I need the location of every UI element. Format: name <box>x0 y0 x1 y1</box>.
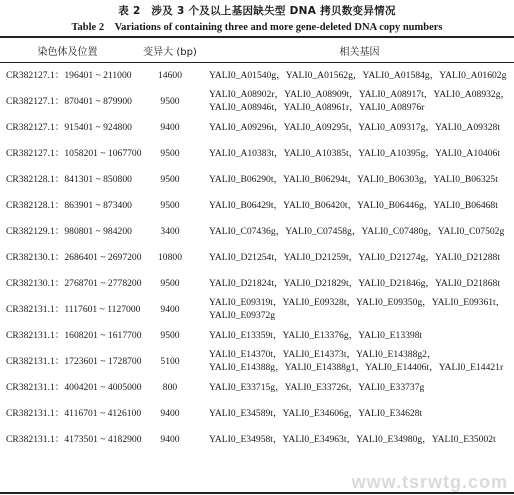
cell-size: 9400 <box>160 121 180 133</box>
cell-position: CR382131.1：4116701 ~ 4126100 <box>6 407 142 419</box>
table-row <box>0 270 514 296</box>
cell-size: 3400 <box>160 225 180 237</box>
cell-genes: YALI0_E34958t，YALI0_E34963t，YALI0_E34980g，YALI0_E35002t <box>209 433 496 445</box>
cell-position: CR382131.1：1117601 ~ 1127000 <box>6 303 141 315</box>
cell-size: 9500 <box>160 199 180 211</box>
table-row <box>0 400 514 426</box>
table-body <box>0 62 514 452</box>
cell-position: CR382131.1：4004201 ~ 4005000 <box>6 381 142 393</box>
table-title-chinese: 表 2 涉及 3 个及以上基因缺失型 DNA 拷贝数变异情况 <box>118 5 396 17</box>
table-row <box>0 140 514 166</box>
cell-genes: YALI0_E09319t，YALI0_E09328t，YALI0_E09350g，YALI0_E09361t，YALI0_E09372g <box>209 297 506 321</box>
cell-position: CR382127.1：1058201 ~ 1067700 <box>6 147 142 159</box>
cell-genes: YALI0_D21824t，YALI0_D21829t，YALI0_D21846g，YALI0_D21868t <box>209 277 500 289</box>
watermark: www.tsrwtg.com <box>351 472 508 492</box>
table-row <box>0 62 514 88</box>
cell-size: 9400 <box>160 303 180 315</box>
cell-size: 14600 <box>158 69 182 81</box>
table-row <box>0 348 514 374</box>
cell-genes: YALI0_B06290t，YALI0_B06294t，YALI0_B06303g，YALI0_B06325t <box>209 173 498 185</box>
cell-size: 800 <box>162 381 178 393</box>
cell-position: CR382130.1：2768701 ~ 2778200 <box>6 277 142 289</box>
cnv-table <box>0 38 514 452</box>
header-genes: 相关基因 <box>339 46 380 58</box>
cell-genes: YALI0_B06429t，YALI0_B06420t，YALI0_B06446g，YALI0_B06468t <box>209 199 498 211</box>
cell-genes: YALI0_A08902r，YALI0_A08909t，YALI0_A08917t，YALI0_A08932g，YALI0_A08946t，YALI0_A08961r，YALI0_A08976r <box>209 89 511 113</box>
table-header-row <box>0 38 514 62</box>
table-row <box>0 114 514 140</box>
cell-genes: YALI0_A01540g，YALI0_A01562g，YALI0_A01584g，YALI0_A01602g <box>209 69 507 81</box>
cell-size: 9500 <box>160 329 180 341</box>
cell-genes: YALI0_C07436g，YALI0_C07458g，YALI0_C07480g，YALI0_C07502g <box>209 225 505 237</box>
table-row <box>0 244 514 270</box>
cell-position: CR382127.1：196401 ~ 211000 <box>6 69 132 81</box>
header-position: 染色体及位置 <box>37 46 98 58</box>
table-row <box>0 166 514 192</box>
cell-position: CR382131.1：1608201 ~ 1617700 <box>6 329 142 341</box>
cell-size: 9500 <box>160 95 180 107</box>
cell-position: CR382130.1：2686401 ~ 2697200 <box>6 251 142 263</box>
cell-genes: YALI0_E13359t，YALI0_E13376g，YALI0_E13398t <box>209 329 423 341</box>
cell-position: CR382128.1：841301 ~ 850800 <box>6 173 132 185</box>
table-row <box>0 322 514 348</box>
table-row <box>0 88 514 114</box>
cell-genes: YALI0_E33715g，YALI0_E33726t，YALI0_E33737g <box>209 381 425 393</box>
header-size: 变异大 (bp) <box>143 46 197 58</box>
cell-position: CR382131.1：1723601 ~ 1728700 <box>6 355 142 367</box>
cell-size: 9400 <box>160 407 180 419</box>
cell-size: 9500 <box>160 173 180 185</box>
table-row <box>0 296 514 322</box>
cell-size: 10800 <box>158 251 182 263</box>
cell-size: 9400 <box>160 433 180 445</box>
table-row <box>0 374 514 400</box>
cell-size: 5100 <box>160 355 180 367</box>
cell-size: 9500 <box>160 277 180 289</box>
cell-position: CR382129.1：980801 ~ 984200 <box>6 225 132 237</box>
cell-position: CR382128.1：863901 ~ 873400 <box>6 199 132 211</box>
table-row <box>0 192 514 218</box>
cell-size: 9500 <box>160 147 180 159</box>
cell-genes: YALI0_A10383t，YALI0_A10385t，YALI0_A10395g，YALI0_A10406t <box>209 147 500 159</box>
table-row <box>0 218 514 244</box>
cell-position: CR382131.1：4173501 ~ 4182900 <box>6 433 142 445</box>
cell-position: CR382127.1：915401 ~ 924800 <box>6 121 132 133</box>
cell-position: CR382127.1：870401 ~ 879900 <box>6 95 132 107</box>
cell-genes: YALI0_D21254t，YALI0_D21259t，YALI0_D21274g，YALI0_D21288t <box>209 251 500 263</box>
cell-genes: YALI0_A09296t，YALI0_A09295t，YALI0_A09317g，YALI0_A09328t <box>209 121 500 133</box>
table-row <box>0 426 514 452</box>
table-title-english: Table 2 Variations of containing three and more gene-deleted DNA copy numbers <box>71 22 443 33</box>
cell-genes: YALI0_E14370t，YALI0_E14373t，YALI0_E14388g2，YALI0_E14388g，YALI0_E14388g1，YALI0_E14406t，YALI0_E14421r <box>209 349 504 373</box>
cell-genes: YALI0_E34589t，YALI0_E34606g，YALI0_E34628t <box>209 407 423 419</box>
